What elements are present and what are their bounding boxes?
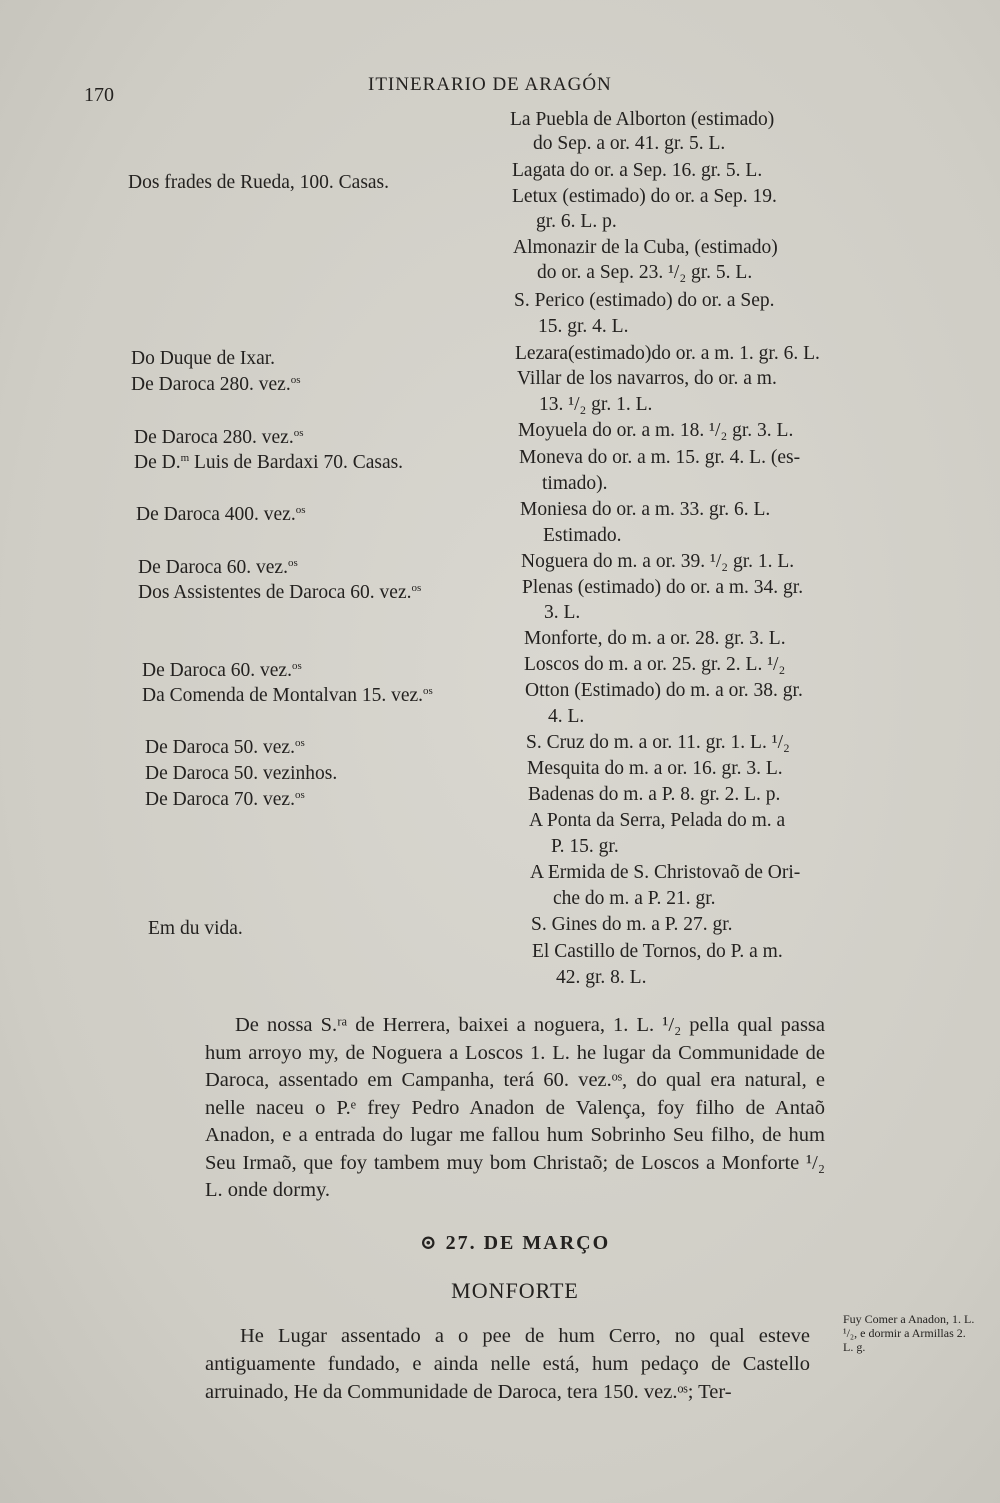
left-entry: Em du vida. bbox=[148, 918, 243, 939]
right-line: Villar de los navarros, do or. a m. bbox=[517, 368, 777, 389]
left-entry: De Daroca 50. vez.$^{os}$ bbox=[145, 737, 305, 758]
right-line: timado). bbox=[542, 473, 608, 494]
right-line: Mesquita do m. a or. 16. gr. 3. L. bbox=[527, 758, 783, 779]
right-line: A Ermida de S. Christovaõ de Ori- bbox=[530, 862, 801, 883]
right-line: Lagata do or. a Sep. 16. gr. 5. L. bbox=[512, 160, 763, 181]
left-entry: De D.$^m$ Luis de Bardaxi 70. Casas. bbox=[134, 452, 404, 473]
left-entry: Da Comenda de Montalvan 15. vez.$^{os}$ bbox=[142, 685, 433, 706]
right-line: Loscos do m. a or. 25. gr. 2. L. ¹/₂ bbox=[524, 654, 786, 675]
page-number: 170 bbox=[84, 84, 114, 106]
section-title: MONFORTE bbox=[451, 1278, 579, 1303]
right-line: Lezara(estimado)do or. a m. 1. gr. 6. L. bbox=[515, 343, 820, 364]
right-line: 3. L. bbox=[544, 602, 581, 623]
right-line: che do m. a P. 21. gr. bbox=[553, 888, 716, 909]
right-line: S. Gines do m. a P. 27. gr. bbox=[531, 914, 733, 935]
right-line: Moneva do or. a m. 15. gr. 4. L. (es- bbox=[519, 447, 801, 468]
left-entry: De Daroca 400. vez.$^{os}$ bbox=[136, 504, 306, 525]
left-entry: De Daroca 50. vezinhos. bbox=[145, 763, 338, 784]
left-entry: Dos frades de Rueda, 100. Casas. bbox=[128, 172, 390, 193]
body-paragraph: De nossa S.ʳᵃ de Herrera, baixei a noguera, 1. L. ¹/₂ pella qual passa hum arroyo my, de Noguera a Loscos 1. L. he lugar da Communidade de Daroca, assentado em Campanha, terá 60. vez.ᵒˢ, do qual era natural, e nelle naceu o P.ᵉ frey Pedro Anadon de Valença, foy filho de Antaõ Anadon, e a entrada do lugar me fallou hum Sobrinho Seu filho, de hum Seu Irmaõ, que foy tambem muy bom Christaõ; de Loscos a Monforte ¹/₂ L. onde dormy. bbox=[205, 1014, 825, 1201]
right-line: 13. ¹/₂ gr. 1. L. bbox=[539, 394, 653, 415]
left-entry: De Daroca 280. vez.$^{os}$ bbox=[134, 427, 304, 448]
right-line: S. Perico (estimado) do or. a Sep. bbox=[514, 290, 775, 311]
right-line: Moyuela do or. a m. 18. ¹/₂ gr. 3. L. bbox=[518, 420, 794, 441]
left-entry: De Daroca 70. vez.$^{os}$ bbox=[145, 789, 305, 810]
right-line: A Ponta da Serra, Pelada do m. a bbox=[529, 810, 786, 831]
right-line: Badenas do m. a P. 8. gr. 2. L. p. bbox=[528, 784, 781, 805]
date-heading: ⊙ 27. DE MARÇO bbox=[419, 1232, 611, 1254]
right-line: El Castillo de Tornos, do P. a m. bbox=[532, 941, 783, 962]
left-entry: De Daroca 280. vez.$^{os}$ bbox=[131, 374, 301, 395]
right-line: Moniesa do or. a m. 33. gr. 6. L. bbox=[520, 499, 771, 520]
right-line: La Puebla de Alborton (estimado) bbox=[510, 109, 775, 130]
right-line: Monforte, do m. a or. 28. gr. 3. L. bbox=[524, 628, 786, 649]
body-paragraph-2: He Lugar assentado a o pee de hum Cerro, no qual esteve antiguamente fundado, e ainda nelle está, hum pedaço de Castello arruinado, He da Communidade de Daroca, tera 150. vez.ᵒˢ; Ter- bbox=[205, 1325, 810, 1403]
right-line: do or. a Sep. 23. ¹/₂ gr. 5. L. bbox=[537, 262, 753, 283]
left-entry: Do Duque de Ixar. bbox=[131, 348, 276, 369]
right-line: Plenas (estimado) do or. a m. 34. gr. bbox=[522, 577, 804, 598]
right-line: Estimado. bbox=[543, 525, 622, 546]
running-title: ITINERARIO DE ARAGÓN bbox=[368, 74, 612, 95]
right-line: Otton (Estimado) do m. a or. 38. gr. bbox=[525, 680, 803, 701]
right-line: S. Cruz do m. a or. 11. gr. 1. L. ¹/₂ bbox=[526, 732, 790, 753]
right-line: 4. L. bbox=[548, 706, 585, 727]
left-entry: De Daroca 60. vez.$^{os}$ bbox=[142, 660, 302, 681]
right-line: 15. gr. 4. L. bbox=[538, 316, 629, 337]
right-line: P. 15. gr. bbox=[551, 836, 619, 857]
right-line: Almonazir de la Cuba, (estimado) bbox=[513, 237, 778, 258]
right-line: do Sep. a or. 41. gr. 5. L. bbox=[533, 133, 726, 154]
left-entry: Dos Assistentes de Daroca 60. vez.$^{os}$ bbox=[138, 582, 422, 603]
right-line: 42. gr. 8. L. bbox=[556, 967, 647, 988]
margin-note: Fuy Comer a Anadon, 1. L. ¹/₂, e dormir a Armillas 2. L. g. bbox=[843, 1312, 975, 1354]
right-line: Noguera do m. a or. 39. ¹/₂ gr. 1. L. bbox=[521, 551, 795, 572]
right-line: gr. 6. L. p. bbox=[536, 211, 617, 232]
left-entry: De Daroca 60. vez.$^{os}$ bbox=[138, 557, 298, 578]
right-line: Letux (estimado) do or. a Sep. 19. bbox=[512, 186, 777, 207]
